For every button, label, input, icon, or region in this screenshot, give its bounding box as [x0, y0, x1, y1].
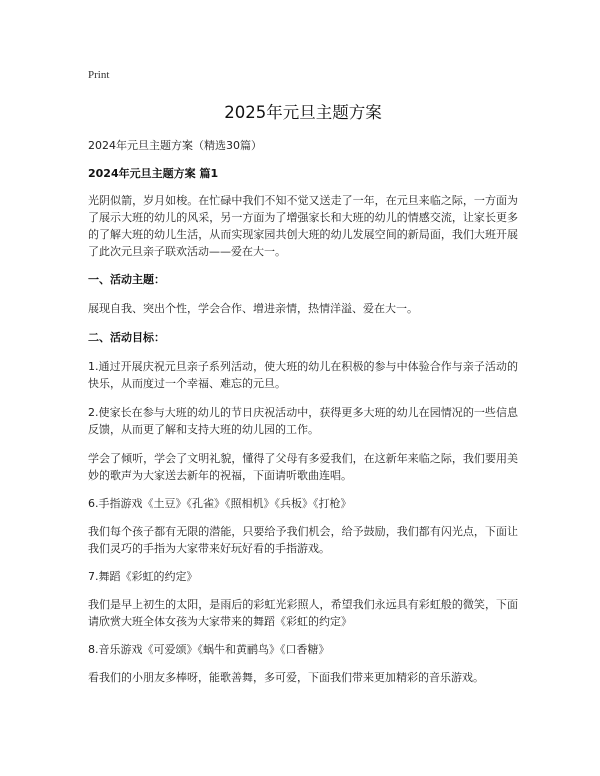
item-6-paragraph: 我们每个孩子都有无限的潜能，只要给予我们机会，给予鼓励，我们都有闪光点，下面让我们灵巧的手指为大家带来好玩好看的手指游戏。 [88, 525, 518, 555]
goals-heading: 二、活动目标： [88, 331, 165, 344]
intro-paragraph: 光阴似箭，岁月如梭。在忙碌中我们不知不觉又送走了一年，在元旦来临之际，一方面为了展示大班的幼儿的风采，另一方面为了增强家长和大班的幼儿的情感交流，让家长更多的了解大班的幼儿生活，从而实现家园共创大班的幼儿发展空间的新局面，我们大班开展了此次元旦亲子联欢活动——爱在大一。 [88, 194, 518, 258]
page-title: 2025年元旦主题方案 [224, 103, 382, 122]
item-6-heading: 6.手指游戏《土豆》《孔雀》《照相机》《兵板》《打枪》 [88, 497, 352, 510]
item-7-heading: 7.舞蹈《彩虹的约定》 [88, 570, 198, 583]
item-7-paragraph: 我们是早上初生的太阳，是雨后的彩虹光彩照人，希望我们永远具有彩虹般的微笑，下面请欣赏大班全体女孩为大家带来的舞蹈《彩虹的约定》 [88, 598, 518, 628]
item-8-heading: 8.音乐游戏《可爱颂》《蜗牛和黄鹂鸟》《口香糖》 [88, 643, 330, 656]
theme-heading: 一、活动主题： [88, 273, 165, 286]
section-title: 2024年元旦主题方案 篇1 [88, 167, 219, 180]
goal-1-paragraph: 1.通过开展庆祝元旦亲子系列活动，使大班的幼儿在积极的参与中体验合作与亲子活动的快乐，从而度过一个幸福、难忘的元旦。 [88, 360, 518, 390]
document-page [88, 68, 518, 698]
theme-paragraph: 展现自我、突出个性，学会合作、增进亲情，热情洋溢、爱在大一。 [88, 302, 418, 315]
goal-2-paragraph: 2.使家长在参与大班的幼儿的节日庆祝活动中，获得更多大班的幼儿在园情况的一些信息反馈，从而更了解和支持大班的幼儿园的工作。 [88, 406, 518, 436]
song-paragraph: 学会了倾听，学会了文明礼貌，懂得了父母有多爱我们，在这新年来临之际，我们要用美妙的歌声为大家送去新年的祝福，下面请听歌曲连唱。 [88, 452, 518, 482]
item-8-paragraph: 看我们的小朋友多棒呀，能歌善舞，多可爱，下面我们带来更加精彩的音乐游戏。 [88, 671, 484, 684]
document-subtitle: 2024年元旦主题方案（精选30篇） [88, 139, 262, 152]
print-label[interactable]: Print [88, 69, 110, 81]
